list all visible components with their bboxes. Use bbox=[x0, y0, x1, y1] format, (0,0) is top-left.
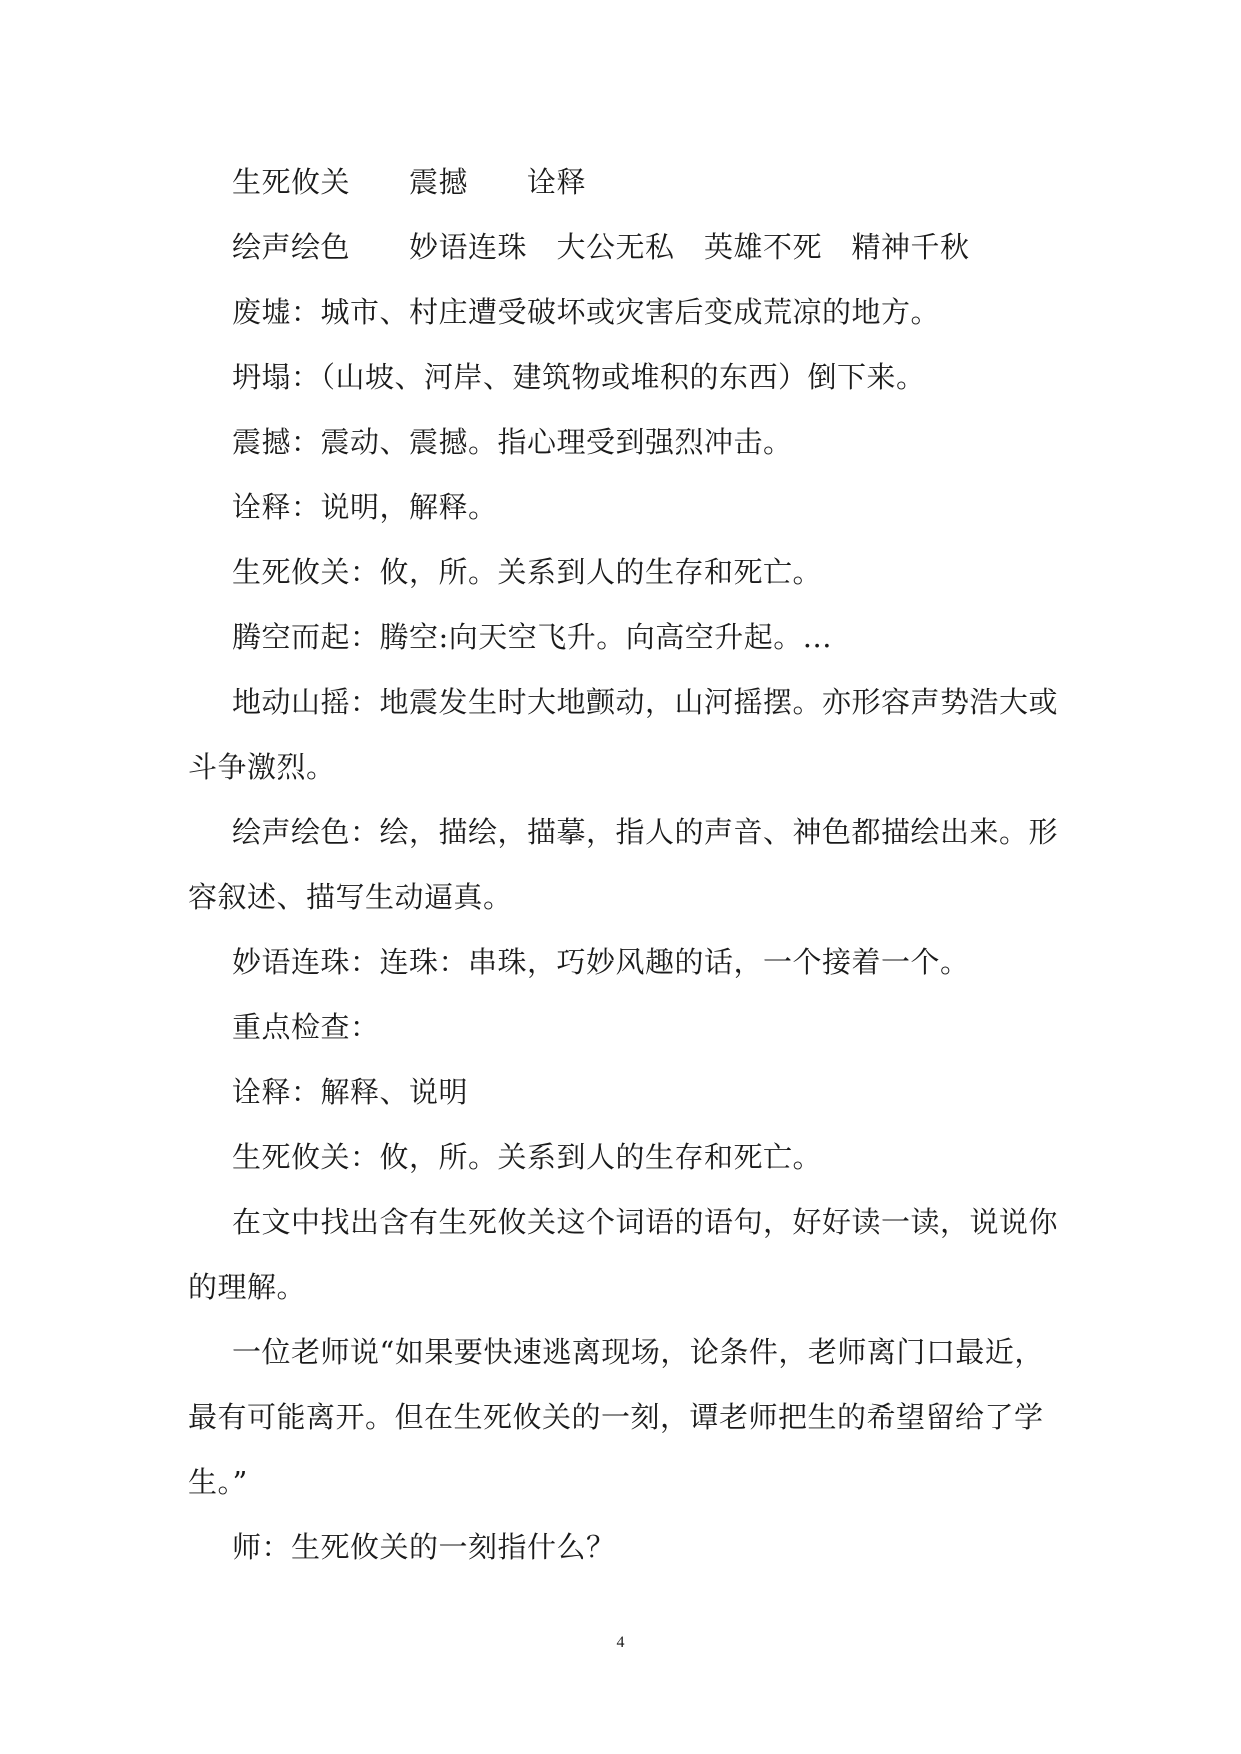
definition-shengsiyouguan: 生死攸关：攸，所。关系到人的生存和死亡。 bbox=[232, 555, 823, 589]
check-shengsiyouguan: 生死攸关：攸，所。关系到人的生存和死亡。 bbox=[232, 1140, 823, 1174]
task-paragraph: 在文中找出含有生死攸关这个词语的语句，好好读一读，说说你 bbox=[232, 1205, 1059, 1239]
definition-quanshi: 诠释：说明，解释。 bbox=[232, 490, 498, 524]
teacher-question: 师：生死攸关的一刻指什么？ bbox=[232, 1530, 616, 1564]
section-heading-key-check: 重点检查： bbox=[232, 1010, 380, 1044]
definition-zhenhan: 震撼：震动、震撼。指心理受到强烈冲击。 bbox=[232, 425, 793, 459]
task-paragraph-cont: 的理解。 bbox=[188, 1270, 307, 1304]
definition-didongshanyao-cont: 斗争激烈。 bbox=[188, 750, 336, 784]
definition-feixu: 废墟：城市、村庄遭受破坏或灾害后变成荒凉的地方。 bbox=[232, 295, 941, 329]
definition-miaoyulianzhu: 妙语连珠：连珠：串珠，巧妙风趣的话，一个接着一个。 bbox=[232, 945, 970, 979]
definition-tanta: 坍塌：（山坡、河岸、建筑物或堆积的东西）倒下来。 bbox=[232, 360, 926, 394]
definition-tengkongerqi: 腾空而起：腾空:向天空飞升。向高空升起。... bbox=[232, 620, 832, 654]
quote-paragraph-cont-1: 最有可能离开。但在生死攸关的一刻，谭老师把生的希望留给了学 bbox=[188, 1400, 1044, 1434]
definition-didongshanyao: 地动山摇：地震发生时大地颤动，山河摇摆。亦形容声势浩大或 bbox=[232, 685, 1059, 719]
quote-paragraph: 一位老师说“如果要快速逃离现场，论条件，老师离门口最近， bbox=[232, 1335, 1044, 1369]
definition-huishenghuise-cont: 容叙述、描写生动逼真。 bbox=[188, 880, 513, 914]
quote-paragraph-cont-2: 生。” bbox=[188, 1465, 248, 1499]
page-number: 4 bbox=[616, 1634, 625, 1651]
check-quanshi: 诠释：解释、说明 bbox=[232, 1075, 469, 1109]
definition-huishenghuise: 绘声绘色：绘，描绘，描摹，指人的声音、神色都描绘出来。形 bbox=[232, 815, 1059, 849]
vocab-list-line-2: 绘声绘色 妙语连珠 大公无私 英雄不死 精神千秋 bbox=[232, 230, 970, 264]
vocab-list-line-1: 生死攸关 震撼 诠释 bbox=[232, 165, 587, 199]
